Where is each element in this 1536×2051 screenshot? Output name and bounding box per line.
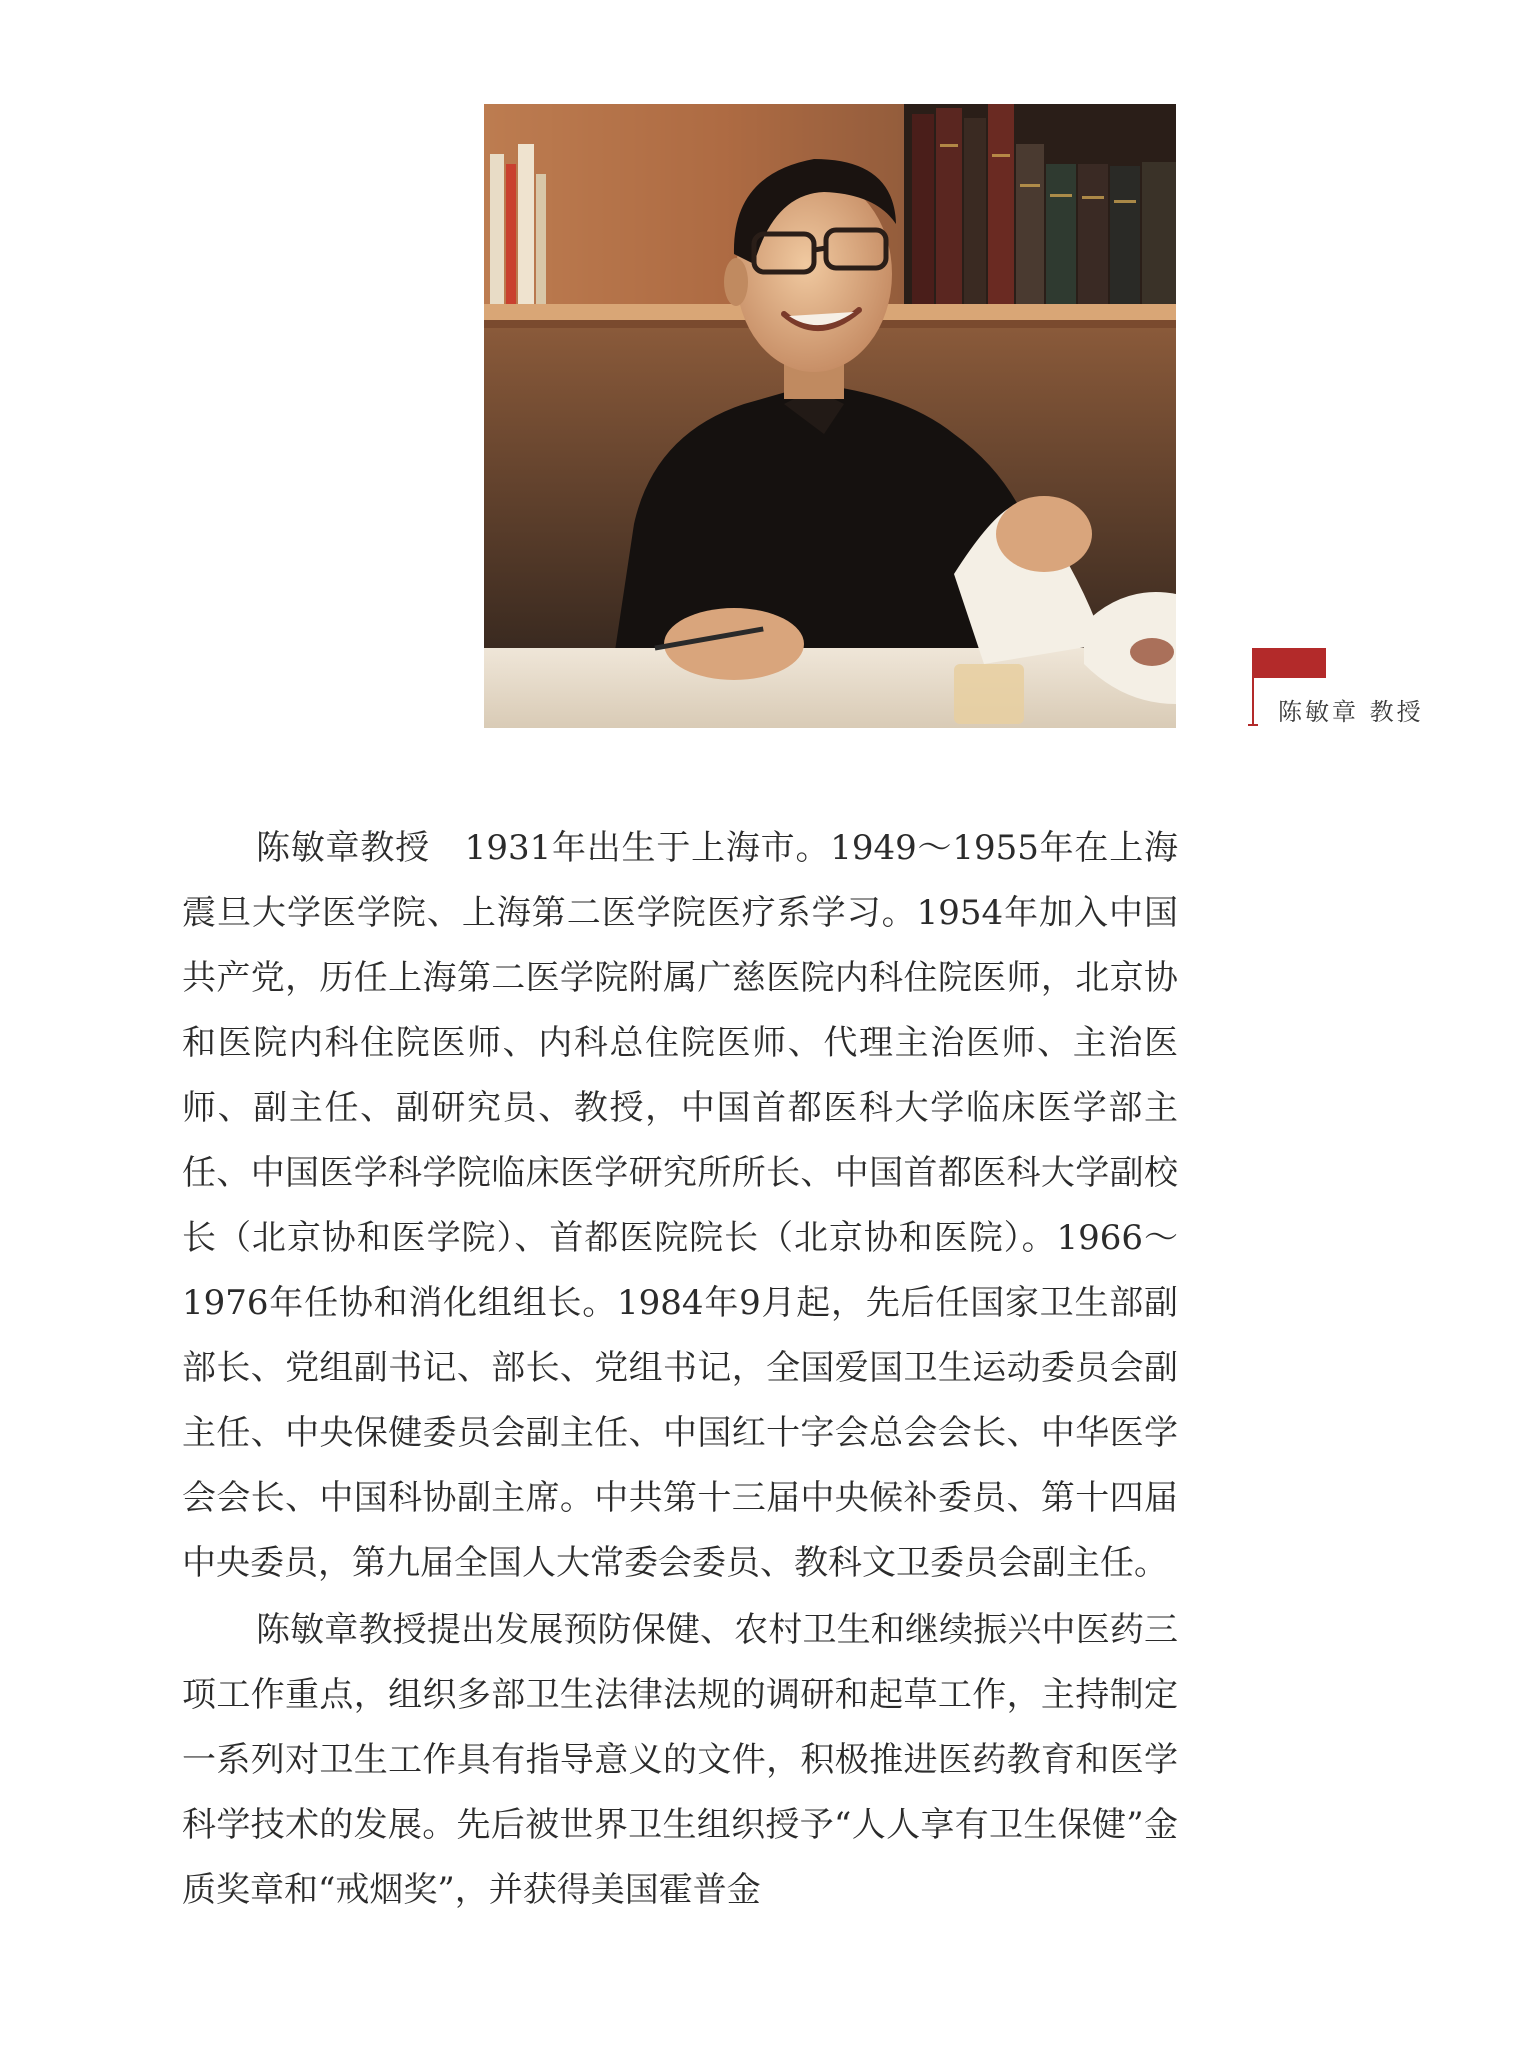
paragraph-1: 陈敏章教授 1931年出生于上海市。1949～1955年在上海震旦大学医学院、上海第二医学院医疗系学习。1954年加入中国共产党，历任上海第二医学院附属广慈医院内科住院医师，北京协和医院内科住院医师、内科总住院医师、代理主治医师、主治医师、副主任、副研究员、教授，中国首都医科大学临床医学部主任、中国医学科学院临床医学研究所所长、中国首都医科大学副校长（北京协和医学院）、首都医院院长（北京协和医院）。1966～1976年任协和消化组组长。1984年9月起，先后任国家卫生部副部长、党组副书记、部长、党组书记，全国爱国卫生运动委员会副主任、中央保健委员会副主任、中国红十字会总会会长、中华医学会会长、中国科协副主席。中共第十三届中央候补委员、第十四届中央委员，第九届全国人大常委会委员、教科文卫委员会副主任。 — [182, 828, 1178, 1583]
photo-caption — [1252, 648, 1442, 728]
caption-text: 陈敏章 教授 — [1278, 698, 1424, 726]
portrait-photo — [484, 104, 1176, 728]
caption-flag-pole — [1252, 648, 1254, 726]
paragraph-2: 陈敏章教授提出发展预防保健、农村卫生和继续振兴中医药三项工作重点，组织多部卫生法律法规的调研和起草工作，主持制定一系列对卫生工作具有指导意义的文件，积极推进医药教育和医学科学技术的发展。先后被世界卫生组织授予“人人享有卫生保健”金质奖章和“戒烟奖”，并获得美国霍普金 — [182, 1610, 1178, 1910]
caption-flag-foot — [1248, 724, 1258, 726]
portrait-illustration — [484, 104, 1176, 728]
caption-flag-marker — [1252, 648, 1326, 678]
biography-article — [182, 816, 1178, 1923]
